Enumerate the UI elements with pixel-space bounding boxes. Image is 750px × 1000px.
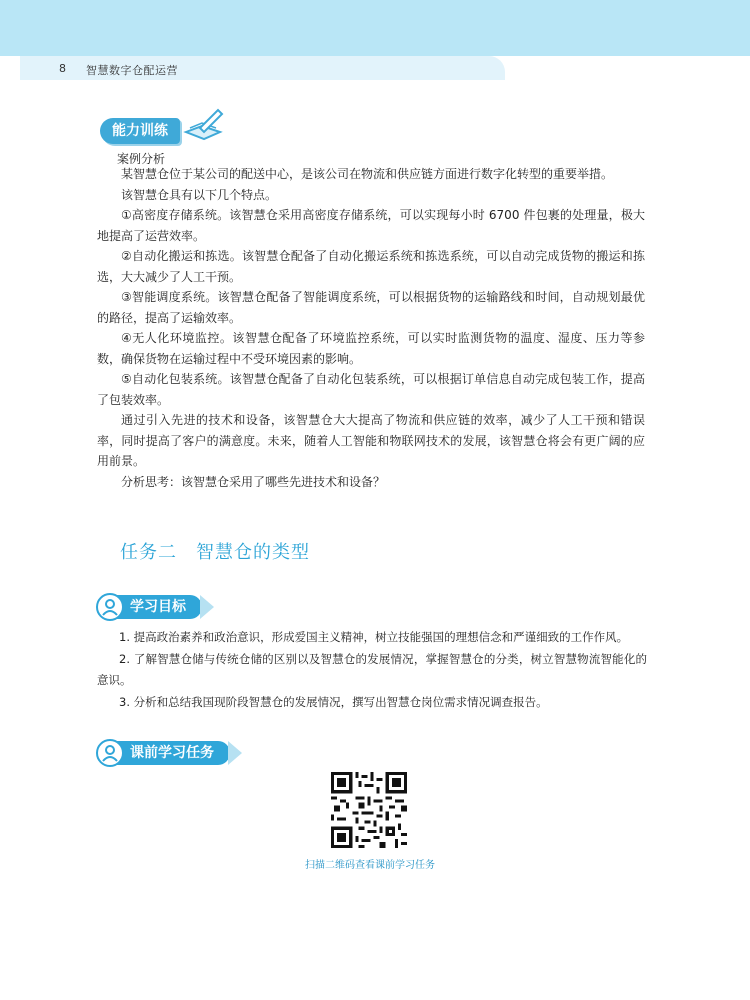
objectives-list: [97, 627, 647, 713]
ability-training-badge: [100, 118, 180, 144]
objective-item: 1. 提高政治素养和政治意识，形成爱国主义精神，树立技能强国的理想信念和严谨细致的工作作风。: [119, 630, 629, 644]
page-number: 8: [59, 62, 66, 75]
qr-caption: 扫描二维码查看课前学习任务: [305, 860, 435, 871]
case-paragraph: 通过引入先进的技术和设备，该智慧仓大大提高了物流和供应链的效率，减少了人工干预和错误率，同时提高了客户的满意度。未来，随着人工智能和物联网技术的发展，该智慧仓将会有更广阔的应用前景。: [97, 413, 645, 468]
pre-class-task-badge: [100, 741, 230, 765]
running-title: 智慧数字仓配运营: [86, 64, 178, 77]
case-paragraph: ①高密度存储系统。该智慧仓采用高密度存储系统，可以实现每小时 6700 件包裹的处理量，极大地提高了运营效率。: [97, 208, 645, 243]
qr-code[interactable]: [331, 772, 407, 848]
case-paragraph: ②自动化搬运和拣选。该智慧仓配备了自动化搬运系统和拣选系统，可以自动完成货物的搬运和拣选，大大减少了人工干预。: [97, 249, 645, 284]
case-paragraph: ⑤自动化包装系统。该智慧仓配备了自动化包装系统，可以根据订单信息自动完成包装工作，提高了包装效率。: [97, 372, 645, 407]
open-book-pen-icon: [182, 106, 226, 142]
case-paragraph: ③智能调度系统。该智慧仓配备了智能调度系统，可以根据货物的运输路线和时间，自动规划最优的路径，提高了运输效率。: [97, 290, 645, 325]
objective-item: 3. 分析和总结我国现阶段智慧仓的发展情况，撰写出智慧仓岗位需求情况调查报告。: [119, 694, 548, 709]
badge-tail: [200, 595, 214, 619]
objective-item: 2. 了解智慧仓储与传统仓储的区别以及智慧仓的发展情况，掌握智慧仓的分类，树立智慧物流智能化的意识。: [97, 651, 647, 687]
learning-objectives-badge: [100, 595, 202, 619]
learner-icon: [96, 593, 124, 621]
badge-tail: [228, 741, 242, 765]
case-paragraph: ④无人化环境监控。该智慧仓配备了环境监控系统，可以实时监测货物的温度、湿度、压力等参数，确保货物在运输过程中不受环境因素的影响。: [97, 331, 645, 366]
case-question: 分析思考：该智慧仓采用了哪些先进技术和设备？: [121, 474, 386, 489]
case-body: [97, 164, 645, 492]
top-color-band: [0, 0, 750, 56]
case-paragraph: 某智慧仓位于某公司的配送中心，是该公司在物流和供应链方面进行数字化转型的重要举措。: [121, 167, 614, 181]
case-paragraph: 该智慧仓具有以下几个特点。: [121, 187, 278, 202]
learning-objectives-label: 学习目标: [130, 599, 186, 615]
task-heading: 任务二 智慧仓的类型: [120, 542, 310, 563]
case-analysis-title: 案例分析: [117, 152, 166, 166]
pre-class-task-label: 课前学习任务: [130, 745, 214, 761]
ability-training-label: 能力训练: [112, 123, 168, 139]
learner-icon: [96, 739, 124, 767]
